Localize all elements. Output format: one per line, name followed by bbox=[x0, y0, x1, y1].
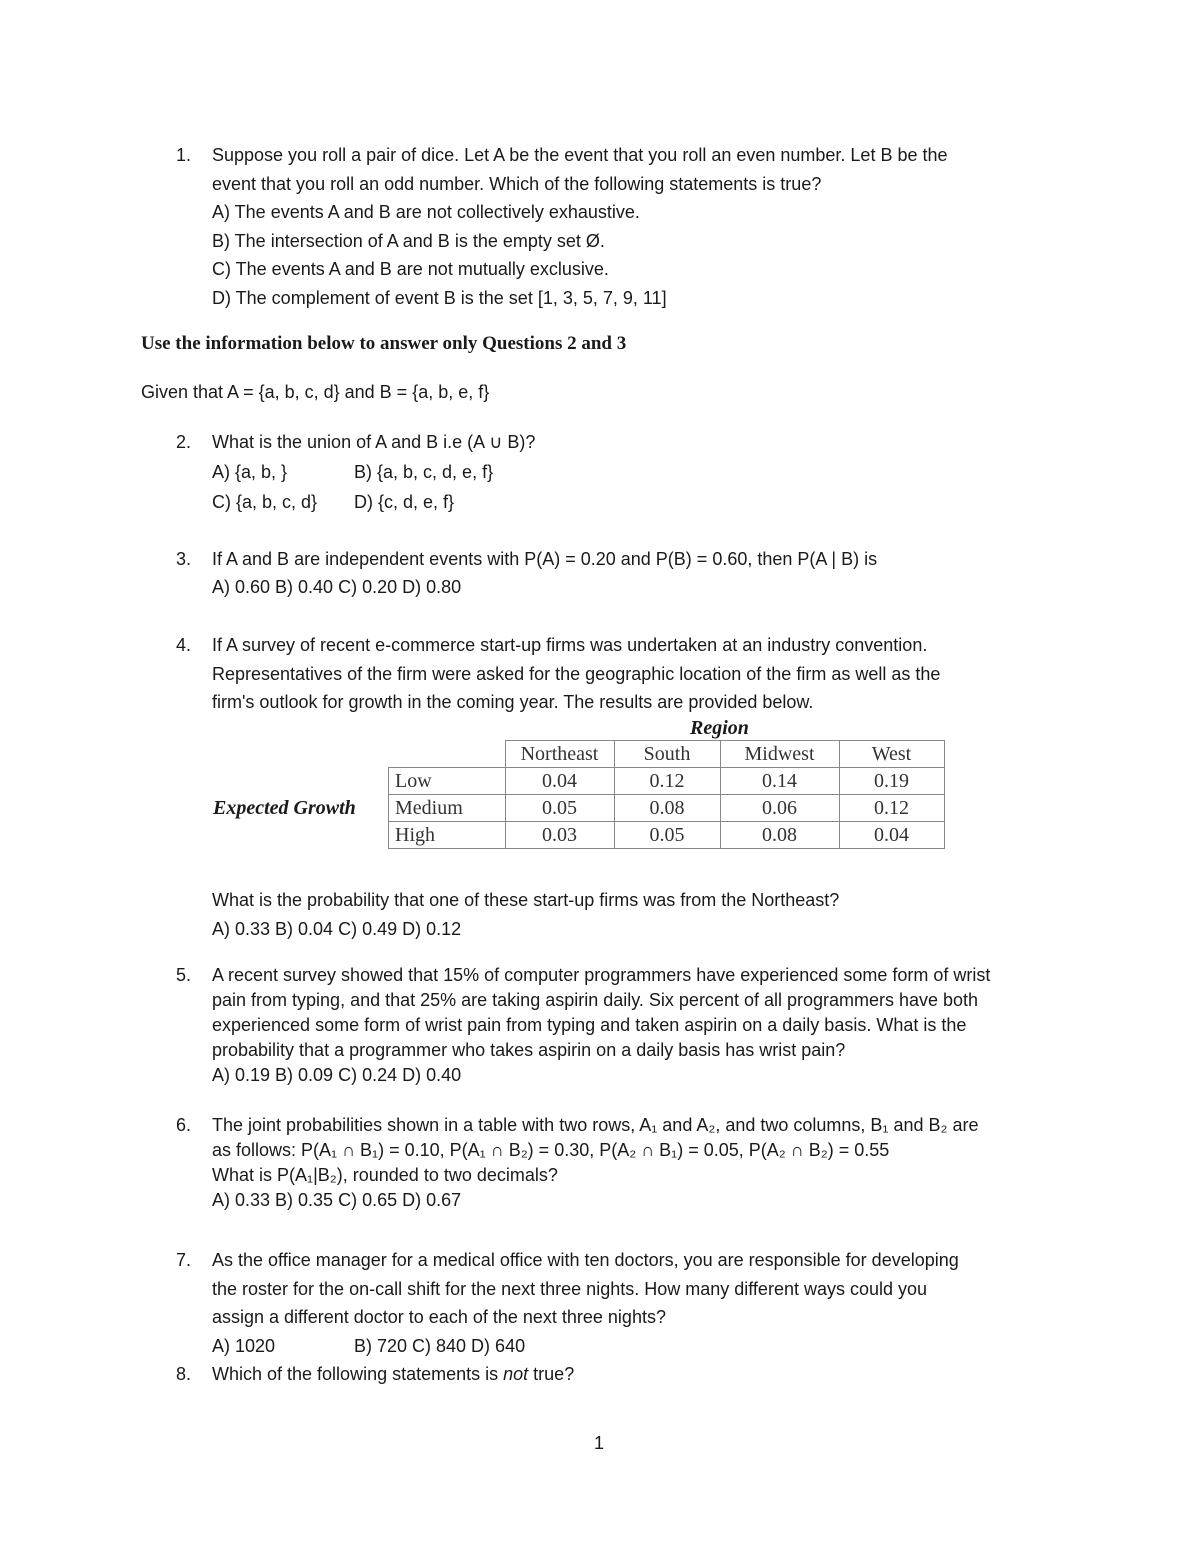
question-text: the roster for the on-call shift for the next three nights. How many different ways could you bbox=[212, 1278, 928, 1299]
options-rest: B) 720 C) 840 D) 640 bbox=[354, 1335, 526, 1356]
question-body bbox=[212, 631, 1072, 717]
options: A) 0.33 B) 0.04 C) 0.49 D) 0.12 bbox=[212, 918, 462, 939]
question-body bbox=[212, 545, 1072, 601]
question-text: What is the union of A and B i.e (A ∪ B)? bbox=[212, 432, 536, 452]
page-number: 1 bbox=[594, 1433, 605, 1453]
question-number: 4. bbox=[176, 635, 192, 655]
question-number: 7. bbox=[176, 1250, 192, 1270]
question-body bbox=[212, 1113, 1072, 1213]
option-a: A) {a, b, } bbox=[212, 462, 288, 482]
table-cell: 0.04 bbox=[505, 768, 614, 795]
option-a: A) The events A and B are not collectively exhaustive. bbox=[212, 202, 640, 222]
option-a: A) 1020 bbox=[212, 1335, 276, 1356]
question-text-pre: Which of the following statements is bbox=[212, 1364, 504, 1384]
table-cell: 0.12 bbox=[614, 768, 720, 795]
table-cell: 0.12 bbox=[839, 795, 944, 822]
question-body bbox=[212, 141, 1072, 312]
table-row-group-label: Expected Growth bbox=[213, 797, 356, 819]
options: A) 0.60 B) 0.40 C) 0.20 D) 0.80 bbox=[212, 577, 462, 597]
question-text: probability that a programmer who takes aspirin on a daily basis has wrist pain? bbox=[212, 1040, 846, 1060]
table-column-group-label: Region bbox=[690, 717, 749, 739]
options-row bbox=[212, 1332, 1072, 1361]
question-text: If A survey of recent e-commerce start-up firms was undertaken at an industry convention. bbox=[212, 635, 928, 655]
table-row bbox=[389, 795, 945, 822]
options: A) 0.33 B) 0.35 C) 0.65 D) 0.67 bbox=[212, 1190, 462, 1210]
question-text: A recent survey showed that 15% of computer programmers have experienced some form of wrist bbox=[212, 965, 991, 985]
option-c: C) {a, b, c, d} bbox=[212, 492, 318, 512]
row-header: Medium bbox=[389, 795, 506, 822]
table-cell: 0.04 bbox=[839, 822, 944, 849]
question-body bbox=[212, 427, 1072, 517]
table-row bbox=[389, 768, 945, 795]
table-cell: 0.06 bbox=[720, 795, 839, 822]
question-text: What is the probability that one of these start-up firms was from the Northeast? bbox=[212, 890, 840, 910]
question-text: as follows: P(A₁ ∩ B₁) = 0.10, P(A₁ ∩ B₂) = 0.30, P(A₂ ∩ B₁) = 0.05, P(A₂ ∩ B₂) = 0.55 bbox=[212, 1140, 890, 1160]
question-number: 3. bbox=[176, 549, 192, 569]
table-cell: 0.08 bbox=[720, 822, 839, 849]
option-c: C) The events A and B are not mutually exclusive. bbox=[212, 259, 609, 279]
question-text: As the office manager for a medical office with ten doctors, you are responsible for developing bbox=[212, 1250, 959, 1270]
question-text: experienced some form of wrist pain from typing and taken aspirin on a daily basis. What is the bbox=[212, 1015, 967, 1035]
question-number: 8. bbox=[176, 1364, 192, 1384]
question-text: pain from typing, and that 25% are taking aspirin daily. Six percent of all programmers have both bbox=[212, 990, 979, 1010]
table-row bbox=[389, 822, 945, 849]
row-header: High bbox=[389, 822, 506, 849]
question-body bbox=[212, 963, 1072, 1088]
question-number: 6. bbox=[176, 1115, 192, 1135]
table-corner bbox=[389, 741, 506, 768]
question-number: 5. bbox=[176, 965, 192, 985]
table-cell: 0.03 bbox=[505, 822, 614, 849]
question-text: firm's outlook for growth in the coming year. The results are provided below. bbox=[212, 692, 814, 712]
question-text: What is P(A₁|B₂), rounded to two decimals? bbox=[212, 1165, 558, 1185]
table-cell: 0.14 bbox=[720, 768, 839, 795]
question-number: 2. bbox=[176, 432, 192, 452]
table-cell: 0.08 bbox=[614, 795, 720, 822]
table-cell: 0.19 bbox=[839, 768, 944, 795]
table-cell: 0.05 bbox=[614, 822, 720, 849]
given-statement: Given that A = {a, b, c, d} and B = {a, b, e, f} bbox=[141, 382, 490, 402]
options-row bbox=[212, 457, 1072, 487]
probability-table bbox=[388, 740, 945, 849]
option-d: D) The complement of event B is the set [1, 3, 5, 7, 9, 11] bbox=[212, 287, 667, 308]
question-text: If A and B are independent events with P(A) = 0.20 and P(B) = 0.60, then P(A | B) is bbox=[212, 549, 878, 569]
question-text: Representatives of the firm were asked for the geographic location of the firm as well as the bbox=[212, 663, 941, 684]
question-text: Suppose you roll a pair of dice. Let A be the event that you roll an even number. Let B be the bbox=[212, 145, 948, 165]
question-text bbox=[212, 1360, 1072, 1389]
question-text: event that you roll an odd number. Which of the following statements is true? bbox=[212, 173, 822, 194]
question-text: assign a different doctor to each of the next three nights? bbox=[212, 1307, 666, 1327]
question-number: 1. bbox=[176, 145, 192, 165]
option-b: B) The intersection of A and B is the empty set Ø. bbox=[212, 230, 605, 251]
question-body bbox=[212, 1360, 1072, 1389]
column-header: South bbox=[614, 741, 720, 768]
options: A) 0.19 B) 0.09 C) 0.24 D) 0.40 bbox=[212, 1065, 462, 1085]
column-header: Midwest bbox=[720, 741, 839, 768]
options-row bbox=[212, 487, 1072, 517]
emphasis-text: not bbox=[503, 1364, 529, 1384]
column-header: West bbox=[839, 741, 944, 768]
option-b: B) {a, b, c, d, e, f} bbox=[354, 462, 494, 482]
table-cell: 0.05 bbox=[505, 795, 614, 822]
question-text-post: true? bbox=[528, 1364, 575, 1384]
column-header: Northeast bbox=[505, 741, 614, 768]
question-body bbox=[212, 886, 1072, 943]
option-d: D) {c, d, e, f} bbox=[354, 492, 455, 512]
question-body bbox=[212, 1246, 1072, 1360]
table-header-row bbox=[389, 741, 945, 768]
section-heading: Use the information below to answer only Questions 2 and 3 bbox=[141, 333, 627, 354]
question-text: The joint probabilities shown in a table with two rows, A₁ and A₂, and two columns, B₁ and B₂ are bbox=[212, 1115, 979, 1135]
row-header: Low bbox=[389, 768, 506, 795]
